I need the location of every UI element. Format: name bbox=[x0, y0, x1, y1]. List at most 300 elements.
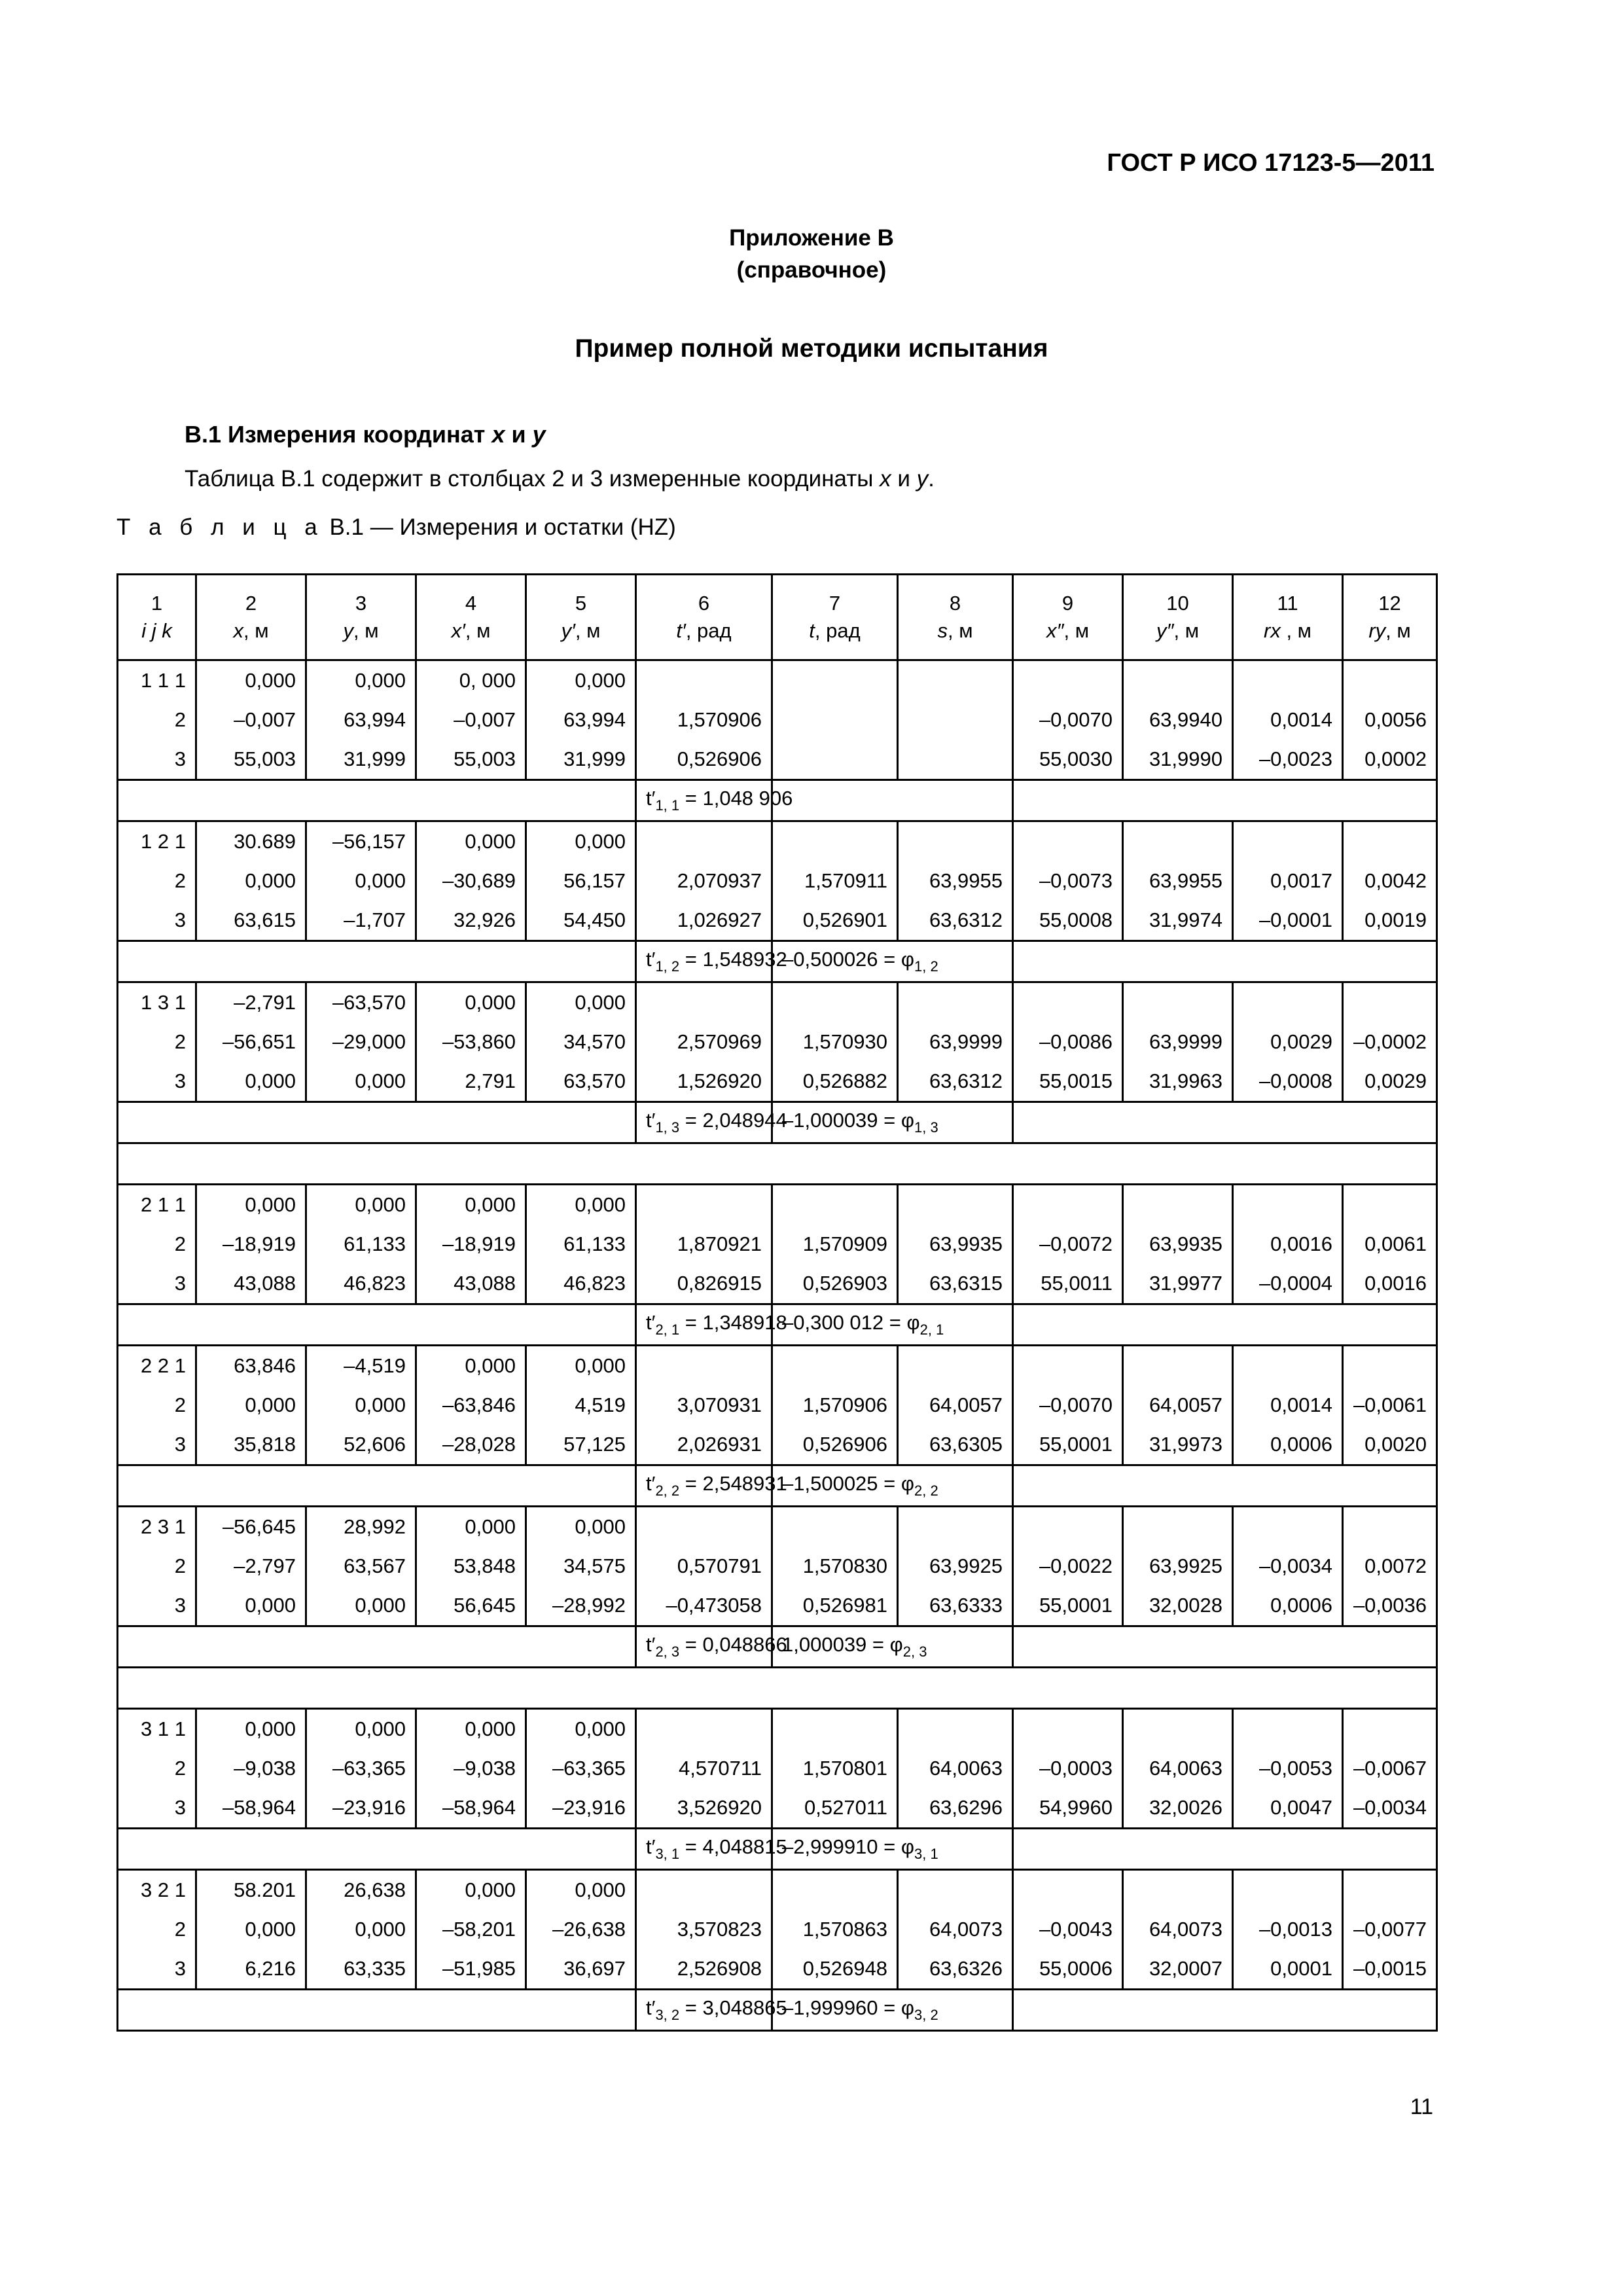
table-cell: 0,0072 bbox=[1343, 1547, 1437, 1586]
summary-phi-value: $-0,500026 = \varphi_{1, 2}$ bbox=[772, 941, 1013, 982]
summary-rest bbox=[1013, 1102, 1437, 1143]
summary-row bbox=[118, 1102, 1437, 1143]
section-title-y: y bbox=[532, 421, 546, 448]
table-cell: –1,707 bbox=[306, 901, 416, 941]
table-cell: 0, 000 bbox=[416, 660, 526, 701]
table-cell: 0,000 bbox=[306, 1910, 416, 1949]
subscript: 2, 1 bbox=[655, 1321, 680, 1338]
section-title bbox=[185, 421, 546, 448]
table-cell: 3 bbox=[118, 1062, 196, 1102]
table-cell bbox=[636, 821, 772, 862]
table-cell: 0,0019 bbox=[1343, 901, 1437, 941]
table-cell: 63,335 bbox=[306, 1949, 416, 1990]
table-cell: –0,0023 bbox=[1233, 740, 1343, 780]
subscript: 2, 2 bbox=[655, 1482, 680, 1499]
table-row bbox=[118, 1346, 1437, 1386]
table-cell bbox=[772, 740, 898, 780]
table-cell bbox=[1233, 982, 1343, 1023]
table-cell: 28,992 bbox=[306, 1507, 416, 1547]
table-cell: 0,527011 bbox=[772, 1788, 898, 1829]
table-cell: 0,526882 bbox=[772, 1062, 898, 1102]
table-cell bbox=[636, 1185, 772, 1225]
table-cell: 63,6312 bbox=[898, 901, 1013, 941]
subscript: 1, 2 bbox=[655, 958, 680, 975]
table-header-row bbox=[118, 575, 1437, 660]
table-cell: 0,826915 bbox=[636, 1264, 772, 1304]
table-cell bbox=[1013, 1870, 1123, 1910]
table-row bbox=[118, 821, 1437, 862]
table-row bbox=[118, 1225, 1437, 1264]
table-cell: 63,570 bbox=[526, 1062, 636, 1102]
table-cell: –56,651 bbox=[196, 1022, 306, 1062]
table-cell: 0,000 bbox=[306, 1709, 416, 1749]
table-cell: –0,0004 bbox=[1233, 1264, 1343, 1304]
summary-row bbox=[118, 941, 1437, 982]
column-number: 6 bbox=[698, 592, 710, 615]
table-row bbox=[118, 861, 1437, 901]
table-cell bbox=[1013, 982, 1123, 1023]
table-cell: 32,0026 bbox=[1123, 1788, 1233, 1829]
summary-blank bbox=[118, 1990, 636, 2031]
table-row bbox=[118, 1586, 1437, 1626]
summary-blank bbox=[118, 1465, 636, 1507]
table-cell: 3 bbox=[118, 1586, 196, 1626]
table-cell: 0,526906 bbox=[636, 740, 772, 780]
column-number: 12 bbox=[1378, 592, 1401, 615]
table-cell: 0,000 bbox=[416, 1185, 526, 1225]
summary-phi-value bbox=[772, 780, 1013, 821]
summary-t-value: $t'_{2, 1} = 1,348918$ bbox=[636, 1304, 772, 1346]
table-cell bbox=[772, 821, 898, 862]
table-cell: 63,9935 bbox=[1123, 1225, 1233, 1264]
table-cell: 0,000 bbox=[306, 861, 416, 901]
table-row bbox=[118, 740, 1437, 780]
table-cell bbox=[772, 1870, 898, 1910]
summary-phi-value: $1,000039 = \varphi_{2, 3}$ bbox=[772, 1626, 1013, 1668]
summary-t-value: $t'_{1, 2} = 1,548932$ bbox=[636, 941, 772, 982]
table-cell bbox=[1123, 1346, 1233, 1386]
table-cell: –63,846 bbox=[416, 1386, 526, 1425]
page-heading: Пример полной методики испытания bbox=[575, 334, 1048, 363]
table-cell: 63,6296 bbox=[898, 1788, 1013, 1829]
table-cell bbox=[898, 1507, 1013, 1547]
table-cell: 2 bbox=[118, 700, 196, 740]
summary-blank bbox=[118, 941, 636, 982]
table-cell: 3 bbox=[118, 901, 196, 941]
table-cell bbox=[1343, 1870, 1437, 1910]
table-cell: 0,526901 bbox=[772, 901, 898, 941]
table-row bbox=[118, 1949, 1437, 1990]
summary-rest bbox=[1013, 1990, 1437, 2031]
table-cell: 43,088 bbox=[196, 1264, 306, 1304]
table-row bbox=[118, 1022, 1437, 1062]
table-cell: –58,964 bbox=[196, 1788, 306, 1829]
series-separator-row bbox=[118, 1143, 1437, 1185]
table-cell: –0,0003 bbox=[1013, 1749, 1123, 1788]
table-cell: –28,992 bbox=[526, 1586, 636, 1626]
table-cell: 0,526906 bbox=[772, 1425, 898, 1465]
table-cell bbox=[1123, 982, 1233, 1023]
summary-rest bbox=[1013, 1465, 1437, 1507]
column-number: 1 bbox=[151, 592, 163, 615]
column-label: x′, м bbox=[451, 619, 491, 642]
table-cell: 35,818 bbox=[196, 1425, 306, 1465]
table-cell bbox=[772, 700, 898, 740]
table-cell: 55,0006 bbox=[1013, 1949, 1123, 1990]
subscript: 1, 3 bbox=[914, 1119, 938, 1136]
table-cell: –0,0013 bbox=[1233, 1910, 1343, 1949]
table-row bbox=[118, 1062, 1437, 1102]
section-title-and: и bbox=[505, 421, 533, 448]
table-cell: 34,570 bbox=[526, 1022, 636, 1062]
table-cell: –26,638 bbox=[526, 1910, 636, 1949]
table-cell bbox=[898, 982, 1013, 1023]
table-cell: 1,570930 bbox=[772, 1022, 898, 1062]
table-cell: 0,526948 bbox=[772, 1949, 898, 1990]
table-cell: 4,519 bbox=[526, 1386, 636, 1425]
table-cell: 55,003 bbox=[196, 740, 306, 780]
column-symbol: y bbox=[343, 619, 353, 642]
column-symbol: x bbox=[233, 619, 243, 642]
subscript: 3, 1 bbox=[655, 1846, 680, 1862]
table-cell bbox=[1233, 821, 1343, 862]
table-cell: 0,570791 bbox=[636, 1547, 772, 1586]
table-cell: 64,0063 bbox=[898, 1749, 1013, 1788]
table-cell: 63,9935 bbox=[898, 1225, 1013, 1264]
table-row bbox=[118, 1386, 1437, 1425]
table-cell bbox=[898, 1709, 1013, 1749]
table-cell: 4,570711 bbox=[636, 1749, 772, 1788]
column-symbol: ry bbox=[1368, 619, 1386, 642]
column-symbol: t bbox=[809, 619, 815, 642]
table-cell: 55,0030 bbox=[1013, 740, 1123, 780]
table-cell: 0,0029 bbox=[1343, 1062, 1437, 1102]
table-cell bbox=[1233, 1507, 1343, 1547]
table-cell: –0,0022 bbox=[1013, 1547, 1123, 1586]
table-cell: 0,000 bbox=[196, 1062, 306, 1102]
table-cell: 63,6333 bbox=[898, 1586, 1013, 1626]
table-cell: 0,000 bbox=[306, 660, 416, 701]
summary-rest bbox=[1013, 941, 1437, 982]
summary-rest bbox=[1013, 1304, 1437, 1346]
table-cell: 2,526908 bbox=[636, 1949, 772, 1990]
table-cell: 55,0001 bbox=[1013, 1586, 1123, 1626]
column-number: 8 bbox=[949, 592, 961, 615]
table-cell: 3 2 1 bbox=[118, 1870, 196, 1910]
table-cell: 2 bbox=[118, 1386, 196, 1425]
table-cell bbox=[1013, 660, 1123, 701]
table-cell: 1,570911 bbox=[772, 861, 898, 901]
subscript: 1, 2 bbox=[914, 958, 938, 975]
table-cell: 63,846 bbox=[196, 1346, 306, 1386]
summary-rest bbox=[1013, 1829, 1437, 1870]
table-cell bbox=[1343, 982, 1437, 1023]
table-cell: 0,000 bbox=[416, 1709, 526, 1749]
table-cell: –0,0002 bbox=[1343, 1022, 1437, 1062]
table-cell: 0,0061 bbox=[1343, 1225, 1437, 1264]
table-cell: 32,0007 bbox=[1123, 1949, 1233, 1990]
table-cell: 1,570801 bbox=[772, 1749, 898, 1788]
table-row bbox=[118, 660, 1437, 701]
table-cell bbox=[636, 1870, 772, 1910]
table-cell bbox=[1013, 1346, 1123, 1386]
table-cell: –0,0086 bbox=[1013, 1022, 1123, 1062]
table-cell: –58,201 bbox=[416, 1910, 526, 1949]
table-cell: 3,070931 bbox=[636, 1386, 772, 1425]
appendix-subtitle: (справочное) bbox=[736, 257, 887, 283]
table-cell: 0,0014 bbox=[1233, 700, 1343, 740]
table-cell: 0,526903 bbox=[772, 1264, 898, 1304]
table-cell: 3 1 1 bbox=[118, 1709, 196, 1749]
table-caption bbox=[116, 514, 676, 541]
table-cell bbox=[1233, 1346, 1343, 1386]
table-cell: 63,6312 bbox=[898, 1062, 1013, 1102]
table-cell: 1,570830 bbox=[772, 1547, 898, 1586]
paragraph-and: и bbox=[891, 466, 917, 492]
subscript: 2, 1 bbox=[919, 1321, 944, 1338]
table-cell: 3,526920 bbox=[636, 1788, 772, 1829]
table-cell bbox=[772, 982, 898, 1023]
table-cell: 57,125 bbox=[526, 1425, 636, 1465]
column-symbol: i j k bbox=[141, 619, 172, 642]
table-cell: 32,926 bbox=[416, 901, 526, 941]
column-label: y″, м bbox=[1156, 619, 1200, 642]
table-cell: 0,0016 bbox=[1343, 1264, 1437, 1304]
table-cell bbox=[1233, 1870, 1343, 1910]
table-cell bbox=[636, 1507, 772, 1547]
table-cell: 3 bbox=[118, 1264, 196, 1304]
section-title-x: x bbox=[491, 421, 505, 448]
table-cell: –0,007 bbox=[416, 700, 526, 740]
table-cell: –63,365 bbox=[526, 1749, 636, 1788]
table-row bbox=[118, 1425, 1437, 1465]
table-cell: 55,003 bbox=[416, 740, 526, 780]
table-cell: 58.201 bbox=[196, 1870, 306, 1910]
table-cell: –0,007 bbox=[196, 700, 306, 740]
table-cell: 63,9940 bbox=[1123, 700, 1233, 740]
table-cell: 63,9999 bbox=[898, 1022, 1013, 1062]
table-cell: 31,9974 bbox=[1123, 901, 1233, 941]
table-cell: 0,000 bbox=[196, 1386, 306, 1425]
table-cell: 36,697 bbox=[526, 1949, 636, 1990]
subscript: 3, 2 bbox=[655, 2007, 680, 2023]
column-label: s, м bbox=[937, 619, 973, 642]
summary-phi-value: $-1,000039 = \varphi_{1, 3}$ bbox=[772, 1102, 1013, 1143]
table-cell: 0,000 bbox=[416, 982, 526, 1023]
table-cell: –30,689 bbox=[416, 861, 526, 901]
table-cell: 0,000 bbox=[196, 1709, 306, 1749]
table-cell: 0,0029 bbox=[1233, 1022, 1343, 1062]
table-cell: 52,606 bbox=[306, 1425, 416, 1465]
table-cell: 1 1 1 bbox=[118, 660, 196, 701]
summary-rest bbox=[1013, 1626, 1437, 1668]
table-row bbox=[118, 982, 1437, 1023]
table-cell: –0,0036 bbox=[1343, 1586, 1437, 1626]
table-cell bbox=[1123, 821, 1233, 862]
table-cell: –18,919 bbox=[416, 1225, 526, 1264]
table-cell: 0,0002 bbox=[1343, 740, 1437, 780]
table-row bbox=[118, 1749, 1437, 1788]
table-cell: 63,615 bbox=[196, 901, 306, 941]
table-cell: 0,0042 bbox=[1343, 861, 1437, 901]
table-cell: –0,0073 bbox=[1013, 861, 1123, 901]
table-cell bbox=[636, 982, 772, 1023]
table-cell: 3 bbox=[118, 1949, 196, 1990]
summary-phi-value: $-2,999910 = \varphi_{3, 1}$ bbox=[772, 1829, 1013, 1870]
summary-phi-value: $-1,500025 = \varphi_{2, 2}$ bbox=[772, 1465, 1013, 1507]
table-cell: –9,038 bbox=[196, 1749, 306, 1788]
table-cell: 63,994 bbox=[526, 700, 636, 740]
table-cell: 55,0001 bbox=[1013, 1425, 1123, 1465]
table-cell: –0,0034 bbox=[1343, 1788, 1437, 1829]
table-cell: 2,026931 bbox=[636, 1425, 772, 1465]
summary-t-value: $t'_{1, 3} = 2,048944$ bbox=[636, 1102, 772, 1143]
column-number: 10 bbox=[1166, 592, 1189, 615]
table-cell bbox=[898, 821, 1013, 862]
column-header bbox=[416, 575, 526, 660]
table-cell bbox=[1233, 1185, 1343, 1225]
table-cell: 56,645 bbox=[416, 1586, 526, 1626]
table-cell: 0,000 bbox=[196, 1185, 306, 1225]
table-cell: 1 3 1 bbox=[118, 982, 196, 1023]
table-cell: –63,365 bbox=[306, 1749, 416, 1788]
table-cell: 31,9990 bbox=[1123, 740, 1233, 780]
table-cell: –0,0034 bbox=[1233, 1547, 1343, 1586]
summary-t-value: $t'_{2, 2} = 2,548931$ bbox=[636, 1465, 772, 1507]
table-cell: 0,0017 bbox=[1233, 861, 1343, 901]
table-cell: 63,9955 bbox=[898, 861, 1013, 901]
table-cell: 0,000 bbox=[416, 821, 526, 862]
table-cell bbox=[1343, 821, 1437, 862]
column-symbol: t′ bbox=[676, 619, 686, 642]
table-cell: 3,570823 bbox=[636, 1910, 772, 1949]
column-label: ry, м bbox=[1368, 619, 1411, 642]
summary-phi-value: –0,300 $012 = \varphi_{2, 1}$ bbox=[772, 1304, 1013, 1346]
table-caption-rest: B.1 — Измерения и остатки (HZ) bbox=[323, 514, 676, 540]
table-cell: 31,999 bbox=[526, 740, 636, 780]
table-cell: 26,638 bbox=[306, 1870, 416, 1910]
table-cell: 0,000 bbox=[416, 1507, 526, 1547]
table-cell: 0,000 bbox=[526, 1507, 636, 1547]
section-title-prefix: B.1 Измерения координат bbox=[185, 421, 492, 448]
table-cell: 63,567 bbox=[306, 1547, 416, 1586]
subscript: 1, 3 bbox=[655, 1119, 680, 1136]
column-header bbox=[1123, 575, 1233, 660]
table-cell bbox=[1233, 1709, 1343, 1749]
table-cell: 0,000 bbox=[306, 1062, 416, 1102]
table-cell: 2 bbox=[118, 1547, 196, 1586]
paragraph-x: x bbox=[880, 466, 891, 492]
paragraph-prefix: Таблица B.1 содержит в столбцах 2 и 3 измеренные координаты bbox=[185, 466, 880, 492]
table-caption-prefix: Т а б л и ц а bbox=[116, 514, 323, 540]
table-cell: 0,0006 bbox=[1233, 1425, 1343, 1465]
table-cell: 56,157 bbox=[526, 861, 636, 901]
table-cell: 1,526920 bbox=[636, 1062, 772, 1102]
table-cell: –0,0077 bbox=[1343, 1910, 1437, 1949]
summary-blank bbox=[118, 1829, 636, 1870]
column-header bbox=[1013, 575, 1123, 660]
table-cell: –0,0070 bbox=[1013, 1386, 1123, 1425]
table-cell: –56,157 bbox=[306, 821, 416, 862]
column-header bbox=[526, 575, 636, 660]
table-row bbox=[118, 1507, 1437, 1547]
table-cell: 0,0056 bbox=[1343, 700, 1437, 740]
summary-blank bbox=[118, 1102, 636, 1143]
table-cell: 3 bbox=[118, 1425, 196, 1465]
table-cell: 2 3 1 bbox=[118, 1507, 196, 1547]
table-cell bbox=[1013, 1507, 1123, 1547]
section-paragraph bbox=[185, 466, 935, 492]
table-cell bbox=[898, 740, 1013, 780]
column-label: y′, м bbox=[561, 619, 601, 642]
summary-t-value: $t'_{3, 2} = 3,048865$ bbox=[636, 1990, 772, 2031]
table-cell: –18,919 bbox=[196, 1225, 306, 1264]
table-cell: 0,000 bbox=[526, 821, 636, 862]
summary-row bbox=[118, 1626, 1437, 1668]
table-cell: 2 1 1 bbox=[118, 1185, 196, 1225]
subscript: 1, 1 bbox=[655, 797, 680, 814]
table-cell: 2 bbox=[118, 1749, 196, 1788]
table-cell: 55,0011 bbox=[1013, 1264, 1123, 1304]
column-symbol: rx bbox=[1264, 619, 1287, 642]
table-cell: 0,0047 bbox=[1233, 1788, 1343, 1829]
table-cell: 3 bbox=[118, 1788, 196, 1829]
column-number: 2 bbox=[245, 592, 257, 615]
table-cell: 54,450 bbox=[526, 901, 636, 941]
table-cell: 0,0001 bbox=[1233, 1949, 1343, 1990]
table-cell: 63,9925 bbox=[898, 1547, 1013, 1586]
table-cell: 63,9925 bbox=[1123, 1547, 1233, 1586]
table-row bbox=[118, 1709, 1437, 1749]
summary-row bbox=[118, 780, 1437, 821]
table-cell: 2,570969 bbox=[636, 1022, 772, 1062]
table-cell bbox=[1343, 1346, 1437, 1386]
table-cell: 0,000 bbox=[306, 1386, 416, 1425]
table-cell bbox=[898, 1185, 1013, 1225]
table-cell: –0,0072 bbox=[1013, 1225, 1123, 1264]
table-cell: 0,000 bbox=[196, 660, 306, 701]
table-cell: 31,9963 bbox=[1123, 1062, 1233, 1102]
subscript: 3, 1 bbox=[914, 1846, 938, 1862]
table-cell: –0,0061 bbox=[1343, 1386, 1437, 1425]
table-cell: –0,0008 bbox=[1233, 1062, 1343, 1102]
column-number: 11 bbox=[1277, 592, 1298, 615]
table-cell: –53,860 bbox=[416, 1022, 526, 1062]
table-cell: 30.689 bbox=[196, 821, 306, 862]
table-cell: 1 2 1 bbox=[118, 821, 196, 862]
table-cell bbox=[772, 1507, 898, 1547]
table-row bbox=[118, 700, 1437, 740]
table-row bbox=[118, 1547, 1437, 1586]
table-cell: –0,0015 bbox=[1343, 1949, 1437, 1990]
table-cell: 0,526981 bbox=[772, 1586, 898, 1626]
table-cell bbox=[1013, 1185, 1123, 1225]
table-cell: 0,000 bbox=[526, 1709, 636, 1749]
table-cell: 0,000 bbox=[526, 660, 636, 701]
summary-rest bbox=[1013, 780, 1437, 821]
table-cell: 61,133 bbox=[526, 1225, 636, 1264]
table-cell bbox=[772, 660, 898, 701]
table-row bbox=[118, 1264, 1437, 1304]
subscript: 2, 3 bbox=[655, 1643, 680, 1660]
column-number: 5 bbox=[575, 592, 587, 615]
table-cell: 63,6305 bbox=[898, 1425, 1013, 1465]
table-cell: 31,9977 bbox=[1123, 1264, 1233, 1304]
table-cell: 1,570909 bbox=[772, 1225, 898, 1264]
table-cell: 54,9960 bbox=[1013, 1788, 1123, 1829]
column-symbol: x′ bbox=[451, 619, 465, 642]
table-cell: 32,0028 bbox=[1123, 1586, 1233, 1626]
